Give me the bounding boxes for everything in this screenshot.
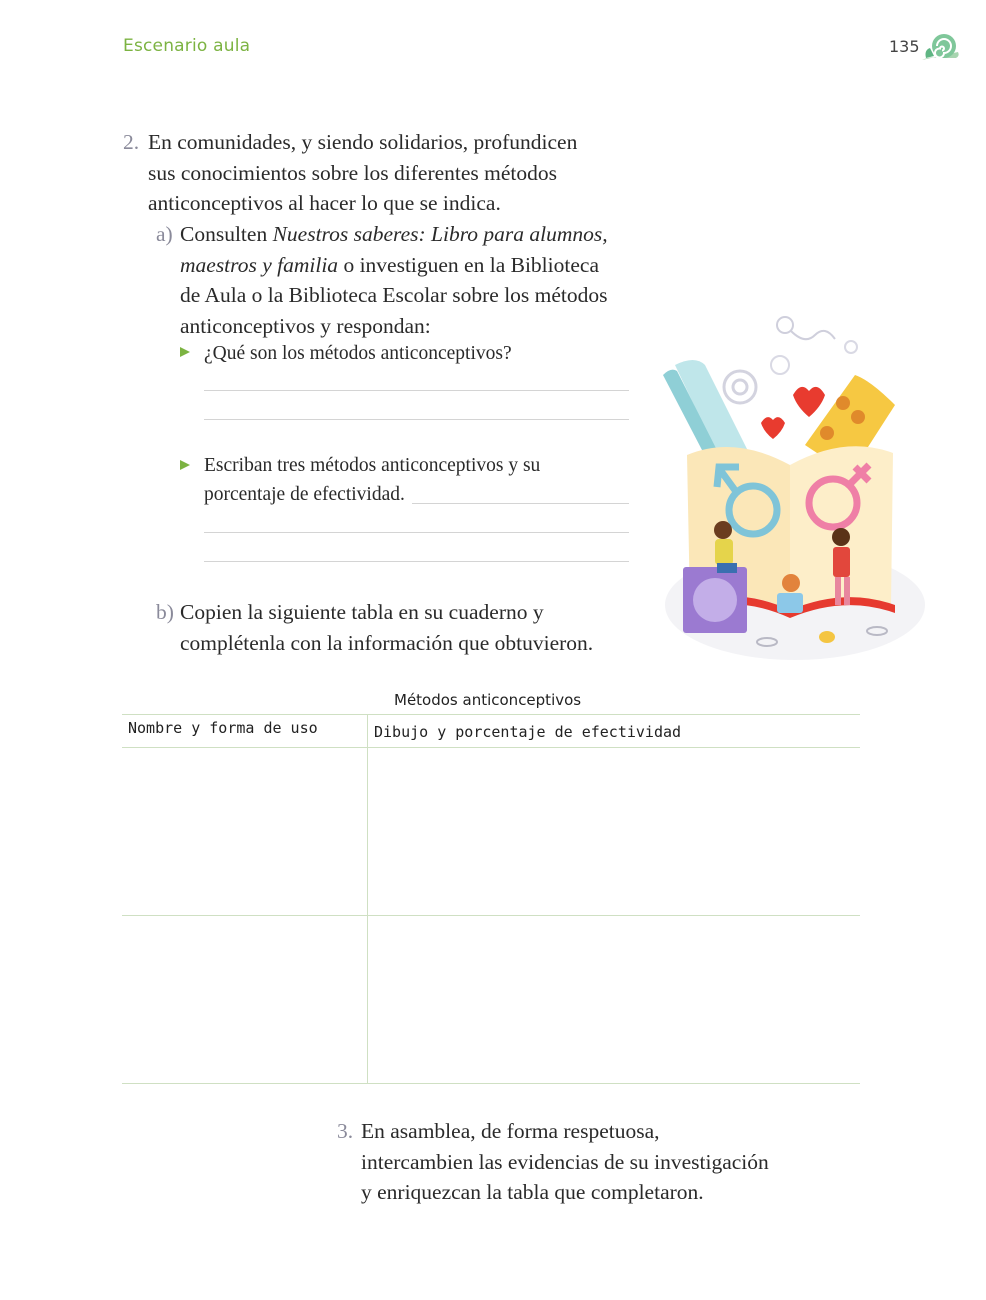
item-2-line: anticonceptivos al hacer lo que se indica. — [148, 191, 501, 215]
table-header-cell: Dibujo y porcentaje de efectividad — [374, 723, 682, 741]
triangle-bullet-icon — [180, 346, 191, 358]
item-a-line: de Aula o la Biblioteca Escolar sobre los métodos — [180, 283, 608, 307]
snail-icon — [920, 30, 960, 64]
item-b-line: complétenla con la información que obtuvieron. — [180, 630, 594, 655]
contraceptives-illustration — [655, 305, 925, 670]
item-2-line: sus conocimientos sobre los diferentes métodos — [148, 160, 558, 185]
table-rule — [122, 747, 860, 748]
table-rule — [122, 714, 860, 715]
table-title: Métodos anticonceptivos — [394, 691, 582, 709]
item-2-number: 2. — [123, 130, 140, 154]
table-header-cell: Nombre y forma de uso — [128, 719, 318, 737]
triangle-bullet-icon — [180, 459, 191, 471]
table-rule — [122, 1083, 860, 1084]
item-b-letter: b) — [156, 600, 174, 624]
section-title: Escenario aula — [123, 36, 251, 56]
answer-line[interactable] — [204, 419, 629, 420]
answer-line[interactable] — [204, 561, 629, 562]
table-rule — [122, 915, 860, 916]
item-a-text — [180, 219, 650, 341]
item-2-text — [148, 127, 648, 219]
question-1: ¿Qué son los métodos anticonceptivos? — [204, 343, 512, 364]
item-3-number: 3. — [337, 1119, 354, 1143]
item-a-letter: a) — [156, 222, 173, 246]
item-b-line: Copien la siguiente tabla en su cuaderno y — [180, 600, 544, 624]
item-3-text — [361, 1116, 811, 1208]
question-2-line: Escriban tres métodos anticonceptivos y su — [204, 455, 541, 476]
answer-line[interactable] — [412, 503, 629, 504]
question-2-line: porcentaje de efectividad. — [204, 484, 405, 505]
table-column-divider — [367, 714, 368, 1084]
item-3-line: intercambien las evidencias de su investigación — [361, 1149, 769, 1174]
page-number: 135 — [889, 37, 920, 56]
item-a-line: Consulten Nuestros saberes: Libro para alumnos, — [180, 222, 608, 246]
item-a-line: maestros y familia o investiguen en la Biblioteca — [180, 252, 599, 277]
question-2 — [204, 451, 634, 509]
item-2-line: En comunidades, y siendo solidarios, profundicen — [148, 130, 578, 154]
item-3-line: y enriquezcan la tabla que completaron. — [361, 1180, 704, 1204]
item-a-line: anticonceptivos y respondan: — [180, 313, 431, 338]
answer-line[interactable] — [204, 390, 629, 391]
item-b-text — [180, 597, 640, 658]
answer-line[interactable] — [204, 532, 629, 533]
item-3-line: En asamblea, de forma respetuosa, — [361, 1119, 660, 1143]
